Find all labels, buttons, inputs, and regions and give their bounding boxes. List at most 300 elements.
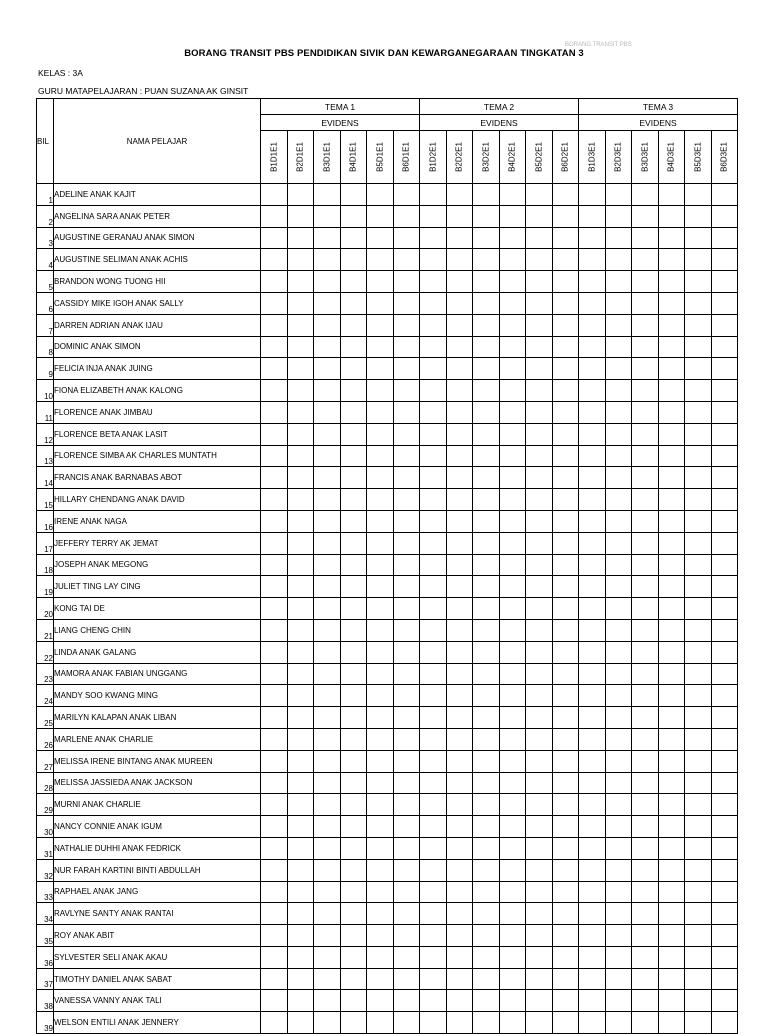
evidence-score-cell[interactable] xyxy=(605,728,632,750)
evidence-score-cell[interactable] xyxy=(711,968,738,990)
evidence-score-cell[interactable] xyxy=(685,358,712,380)
evidence-score-cell[interactable] xyxy=(340,925,367,947)
evidence-score-cell[interactable] xyxy=(499,990,526,1012)
evidence-score-cell[interactable] xyxy=(446,946,473,968)
evidence-score-cell[interactable] xyxy=(579,314,606,336)
evidence-score-cell[interactable] xyxy=(340,946,367,968)
evidence-score-cell[interactable] xyxy=(499,881,526,903)
evidence-score-cell[interactable] xyxy=(526,990,553,1012)
evidence-score-cell[interactable] xyxy=(605,336,632,358)
evidence-score-cell[interactable] xyxy=(632,292,659,314)
evidence-score-cell[interactable] xyxy=(526,903,553,925)
evidence-score-cell[interactable] xyxy=(526,249,553,271)
evidence-score-cell[interactable] xyxy=(446,184,473,206)
evidence-score-cell[interactable] xyxy=(287,576,314,598)
evidence-score-cell[interactable] xyxy=(605,816,632,838)
evidence-score-cell[interactable] xyxy=(340,881,367,903)
evidence-score-cell[interactable] xyxy=(287,532,314,554)
evidence-score-cell[interactable] xyxy=(711,1012,738,1034)
evidence-score-cell[interactable] xyxy=(393,685,420,707)
evidence-score-cell[interactable] xyxy=(287,423,314,445)
evidence-score-cell[interactable] xyxy=(658,423,685,445)
evidence-score-cell[interactable] xyxy=(287,816,314,838)
evidence-score-cell[interactable] xyxy=(261,750,288,772)
evidence-score-cell[interactable] xyxy=(499,859,526,881)
evidence-score-cell[interactable] xyxy=(685,925,712,947)
evidence-score-cell[interactable] xyxy=(605,292,632,314)
evidence-score-cell[interactable] xyxy=(393,990,420,1012)
evidence-score-cell[interactable] xyxy=(605,750,632,772)
evidence-score-cell[interactable] xyxy=(605,598,632,620)
evidence-score-cell[interactable] xyxy=(393,401,420,423)
evidence-score-cell[interactable] xyxy=(632,205,659,227)
evidence-score-cell[interactable] xyxy=(605,925,632,947)
evidence-score-cell[interactable] xyxy=(685,728,712,750)
evidence-score-cell[interactable] xyxy=(552,990,579,1012)
evidence-score-cell[interactable] xyxy=(632,358,659,380)
evidence-score-cell[interactable] xyxy=(420,881,447,903)
evidence-score-cell[interactable] xyxy=(632,772,659,794)
evidence-score-cell[interactable] xyxy=(473,837,500,859)
evidence-score-cell[interactable] xyxy=(711,358,738,380)
evidence-score-cell[interactable] xyxy=(658,990,685,1012)
evidence-score-cell[interactable] xyxy=(473,685,500,707)
evidence-score-cell[interactable] xyxy=(605,467,632,489)
evidence-score-cell[interactable] xyxy=(526,685,553,707)
evidence-score-cell[interactable] xyxy=(526,227,553,249)
evidence-score-cell[interactable] xyxy=(261,271,288,293)
evidence-score-cell[interactable] xyxy=(287,837,314,859)
evidence-score-cell[interactable] xyxy=(340,903,367,925)
evidence-score-cell[interactable] xyxy=(711,990,738,1012)
evidence-score-cell[interactable] xyxy=(579,292,606,314)
evidence-score-cell[interactable] xyxy=(340,837,367,859)
evidence-score-cell[interactable] xyxy=(261,314,288,336)
evidence-score-cell[interactable] xyxy=(314,685,341,707)
evidence-score-cell[interactable] xyxy=(711,837,738,859)
evidence-score-cell[interactable] xyxy=(473,663,500,685)
evidence-score-cell[interactable] xyxy=(367,728,394,750)
evidence-score-cell[interactable] xyxy=(579,881,606,903)
evidence-score-cell[interactable] xyxy=(473,925,500,947)
evidence-score-cell[interactable] xyxy=(393,489,420,511)
evidence-score-cell[interactable] xyxy=(340,576,367,598)
evidence-score-cell[interactable] xyxy=(552,707,579,729)
evidence-score-cell[interactable] xyxy=(711,576,738,598)
evidence-score-cell[interactable] xyxy=(632,423,659,445)
evidence-score-cell[interactable] xyxy=(287,358,314,380)
evidence-score-cell[interactable] xyxy=(499,968,526,990)
evidence-score-cell[interactable] xyxy=(393,925,420,947)
evidence-score-cell[interactable] xyxy=(261,249,288,271)
evidence-score-cell[interactable] xyxy=(499,227,526,249)
evidence-score-cell[interactable] xyxy=(261,445,288,467)
evidence-score-cell[interactable] xyxy=(499,707,526,729)
evidence-score-cell[interactable] xyxy=(526,314,553,336)
evidence-score-cell[interactable] xyxy=(658,794,685,816)
evidence-score-cell[interactable] xyxy=(287,314,314,336)
evidence-score-cell[interactable] xyxy=(632,619,659,641)
evidence-score-cell[interactable] xyxy=(287,336,314,358)
evidence-score-cell[interactable] xyxy=(658,271,685,293)
evidence-score-cell[interactable] xyxy=(314,336,341,358)
evidence-score-cell[interactable] xyxy=(340,816,367,838)
evidence-score-cell[interactable] xyxy=(261,227,288,249)
evidence-score-cell[interactable] xyxy=(287,554,314,576)
evidence-score-cell[interactable] xyxy=(579,184,606,206)
evidence-score-cell[interactable] xyxy=(658,249,685,271)
evidence-score-cell[interactable] xyxy=(605,380,632,402)
evidence-score-cell[interactable] xyxy=(393,968,420,990)
evidence-score-cell[interactable] xyxy=(526,750,553,772)
evidence-score-cell[interactable] xyxy=(711,554,738,576)
evidence-score-cell[interactable] xyxy=(526,946,553,968)
evidence-score-cell[interactable] xyxy=(579,1012,606,1034)
evidence-score-cell[interactable] xyxy=(340,292,367,314)
evidence-score-cell[interactable] xyxy=(552,314,579,336)
evidence-score-cell[interactable] xyxy=(446,380,473,402)
evidence-score-cell[interactable] xyxy=(393,1012,420,1034)
evidence-score-cell[interactable] xyxy=(685,292,712,314)
evidence-score-cell[interactable] xyxy=(367,314,394,336)
evidence-score-cell[interactable] xyxy=(446,881,473,903)
evidence-score-cell[interactable] xyxy=(367,401,394,423)
evidence-score-cell[interactable] xyxy=(658,816,685,838)
evidence-score-cell[interactable] xyxy=(393,380,420,402)
evidence-score-cell[interactable] xyxy=(340,728,367,750)
evidence-score-cell[interactable] xyxy=(340,358,367,380)
evidence-score-cell[interactable] xyxy=(579,968,606,990)
evidence-score-cell[interactable] xyxy=(499,663,526,685)
evidence-score-cell[interactable] xyxy=(367,423,394,445)
evidence-score-cell[interactable] xyxy=(287,227,314,249)
evidence-score-cell[interactable] xyxy=(314,467,341,489)
evidence-score-cell[interactable] xyxy=(393,292,420,314)
evidence-score-cell[interactable] xyxy=(632,641,659,663)
evidence-score-cell[interactable] xyxy=(658,445,685,467)
evidence-score-cell[interactable] xyxy=(287,772,314,794)
evidence-score-cell[interactable] xyxy=(314,925,341,947)
evidence-score-cell[interactable] xyxy=(526,881,553,903)
evidence-score-cell[interactable] xyxy=(340,663,367,685)
evidence-score-cell[interactable] xyxy=(261,925,288,947)
evidence-score-cell[interactable] xyxy=(605,881,632,903)
evidence-score-cell[interactable] xyxy=(446,641,473,663)
evidence-score-cell[interactable] xyxy=(685,423,712,445)
evidence-score-cell[interactable] xyxy=(314,205,341,227)
evidence-score-cell[interactable] xyxy=(393,772,420,794)
evidence-score-cell[interactable] xyxy=(579,205,606,227)
evidence-score-cell[interactable] xyxy=(393,794,420,816)
evidence-score-cell[interactable] xyxy=(552,685,579,707)
evidence-score-cell[interactable] xyxy=(420,772,447,794)
evidence-score-cell[interactable] xyxy=(579,401,606,423)
evidence-score-cell[interactable] xyxy=(526,859,553,881)
evidence-score-cell[interactable] xyxy=(393,314,420,336)
evidence-score-cell[interactable] xyxy=(261,946,288,968)
evidence-score-cell[interactable] xyxy=(552,772,579,794)
evidence-score-cell[interactable] xyxy=(685,707,712,729)
evidence-score-cell[interactable] xyxy=(552,510,579,532)
evidence-score-cell[interactable] xyxy=(711,925,738,947)
evidence-score-cell[interactable] xyxy=(658,859,685,881)
evidence-score-cell[interactable] xyxy=(579,227,606,249)
evidence-score-cell[interactable] xyxy=(658,292,685,314)
evidence-score-cell[interactable] xyxy=(579,707,606,729)
evidence-score-cell[interactable] xyxy=(499,358,526,380)
evidence-score-cell[interactable] xyxy=(287,445,314,467)
evidence-score-cell[interactable] xyxy=(287,619,314,641)
evidence-score-cell[interactable] xyxy=(552,227,579,249)
evidence-score-cell[interactable] xyxy=(420,380,447,402)
evidence-score-cell[interactable] xyxy=(393,271,420,293)
evidence-score-cell[interactable] xyxy=(420,925,447,947)
evidence-score-cell[interactable] xyxy=(446,314,473,336)
evidence-score-cell[interactable] xyxy=(473,271,500,293)
evidence-score-cell[interactable] xyxy=(658,663,685,685)
evidence-score-cell[interactable] xyxy=(658,685,685,707)
evidence-score-cell[interactable] xyxy=(340,532,367,554)
evidence-score-cell[interactable] xyxy=(579,380,606,402)
evidence-score-cell[interactable] xyxy=(473,946,500,968)
evidence-score-cell[interactable] xyxy=(261,1012,288,1034)
evidence-score-cell[interactable] xyxy=(261,772,288,794)
evidence-score-cell[interactable] xyxy=(287,707,314,729)
evidence-score-cell[interactable] xyxy=(420,576,447,598)
evidence-score-cell[interactable] xyxy=(261,990,288,1012)
evidence-score-cell[interactable] xyxy=(658,1012,685,1034)
evidence-score-cell[interactable] xyxy=(632,750,659,772)
evidence-score-cell[interactable] xyxy=(393,467,420,489)
evidence-score-cell[interactable] xyxy=(605,968,632,990)
evidence-score-cell[interactable] xyxy=(605,685,632,707)
evidence-score-cell[interactable] xyxy=(261,859,288,881)
evidence-score-cell[interactable] xyxy=(340,598,367,620)
evidence-score-cell[interactable] xyxy=(605,314,632,336)
evidence-score-cell[interactable] xyxy=(632,227,659,249)
evidence-score-cell[interactable] xyxy=(499,292,526,314)
evidence-score-cell[interactable] xyxy=(314,641,341,663)
evidence-score-cell[interactable] xyxy=(420,968,447,990)
evidence-score-cell[interactable] xyxy=(658,401,685,423)
evidence-score-cell[interactable] xyxy=(526,401,553,423)
evidence-score-cell[interactable] xyxy=(605,903,632,925)
evidence-score-cell[interactable] xyxy=(685,750,712,772)
evidence-score-cell[interactable] xyxy=(658,554,685,576)
evidence-score-cell[interactable] xyxy=(340,184,367,206)
evidence-score-cell[interactable] xyxy=(499,380,526,402)
evidence-score-cell[interactable] xyxy=(499,510,526,532)
evidence-score-cell[interactable] xyxy=(367,750,394,772)
evidence-score-cell[interactable] xyxy=(658,750,685,772)
evidence-score-cell[interactable] xyxy=(393,881,420,903)
evidence-score-cell[interactable] xyxy=(552,859,579,881)
evidence-score-cell[interactable] xyxy=(658,881,685,903)
evidence-score-cell[interactable] xyxy=(685,641,712,663)
evidence-score-cell[interactable] xyxy=(658,336,685,358)
evidence-score-cell[interactable] xyxy=(367,837,394,859)
evidence-score-cell[interactable] xyxy=(685,249,712,271)
evidence-score-cell[interactable] xyxy=(579,445,606,467)
evidence-score-cell[interactable] xyxy=(605,707,632,729)
evidence-score-cell[interactable] xyxy=(446,423,473,445)
evidence-score-cell[interactable] xyxy=(579,249,606,271)
evidence-score-cell[interactable] xyxy=(314,423,341,445)
evidence-score-cell[interactable] xyxy=(605,358,632,380)
evidence-score-cell[interactable] xyxy=(473,445,500,467)
evidence-score-cell[interactable] xyxy=(446,576,473,598)
evidence-score-cell[interactable] xyxy=(685,663,712,685)
evidence-score-cell[interactable] xyxy=(552,816,579,838)
evidence-score-cell[interactable] xyxy=(393,554,420,576)
evidence-score-cell[interactable] xyxy=(367,619,394,641)
evidence-score-cell[interactable] xyxy=(658,184,685,206)
evidence-score-cell[interactable] xyxy=(393,423,420,445)
evidence-score-cell[interactable] xyxy=(685,1012,712,1034)
evidence-score-cell[interactable] xyxy=(552,881,579,903)
evidence-score-cell[interactable] xyxy=(261,467,288,489)
evidence-score-cell[interactable] xyxy=(314,445,341,467)
evidence-score-cell[interactable] xyxy=(473,423,500,445)
evidence-score-cell[interactable] xyxy=(579,358,606,380)
evidence-score-cell[interactable] xyxy=(552,184,579,206)
evidence-score-cell[interactable] xyxy=(420,598,447,620)
evidence-score-cell[interactable] xyxy=(526,336,553,358)
evidence-score-cell[interactable] xyxy=(658,598,685,620)
evidence-score-cell[interactable] xyxy=(314,881,341,903)
evidence-score-cell[interactable] xyxy=(420,510,447,532)
evidence-score-cell[interactable] xyxy=(393,532,420,554)
evidence-score-cell[interactable] xyxy=(473,314,500,336)
evidence-score-cell[interactable] xyxy=(340,445,367,467)
evidence-score-cell[interactable] xyxy=(605,641,632,663)
evidence-score-cell[interactable] xyxy=(499,794,526,816)
evidence-score-cell[interactable] xyxy=(420,859,447,881)
evidence-score-cell[interactable] xyxy=(287,859,314,881)
evidence-score-cell[interactable] xyxy=(685,336,712,358)
evidence-score-cell[interactable] xyxy=(632,816,659,838)
evidence-score-cell[interactable] xyxy=(420,249,447,271)
evidence-score-cell[interactable] xyxy=(579,271,606,293)
evidence-score-cell[interactable] xyxy=(632,554,659,576)
evidence-score-cell[interactable] xyxy=(552,576,579,598)
evidence-score-cell[interactable] xyxy=(552,532,579,554)
evidence-score-cell[interactable] xyxy=(658,728,685,750)
evidence-score-cell[interactable] xyxy=(526,380,553,402)
evidence-score-cell[interactable] xyxy=(685,401,712,423)
evidence-score-cell[interactable] xyxy=(393,205,420,227)
evidence-score-cell[interactable] xyxy=(685,489,712,511)
evidence-score-cell[interactable] xyxy=(685,532,712,554)
evidence-score-cell[interactable] xyxy=(526,837,553,859)
evidence-score-cell[interactable] xyxy=(526,794,553,816)
evidence-score-cell[interactable] xyxy=(658,576,685,598)
evidence-score-cell[interactable] xyxy=(526,619,553,641)
evidence-score-cell[interactable] xyxy=(552,946,579,968)
evidence-score-cell[interactable] xyxy=(420,423,447,445)
evidence-score-cell[interactable] xyxy=(314,859,341,881)
evidence-score-cell[interactable] xyxy=(552,205,579,227)
evidence-score-cell[interactable] xyxy=(367,184,394,206)
evidence-score-cell[interactable] xyxy=(658,619,685,641)
evidence-score-cell[interactable] xyxy=(579,837,606,859)
evidence-score-cell[interactable] xyxy=(314,619,341,641)
evidence-score-cell[interactable] xyxy=(499,728,526,750)
evidence-score-cell[interactable] xyxy=(499,554,526,576)
evidence-score-cell[interactable] xyxy=(711,314,738,336)
evidence-score-cell[interactable] xyxy=(287,903,314,925)
evidence-score-cell[interactable] xyxy=(685,184,712,206)
evidence-score-cell[interactable] xyxy=(632,271,659,293)
evidence-score-cell[interactable] xyxy=(499,249,526,271)
evidence-score-cell[interactable] xyxy=(367,554,394,576)
evidence-score-cell[interactable] xyxy=(314,401,341,423)
evidence-score-cell[interactable] xyxy=(393,358,420,380)
evidence-score-cell[interactable] xyxy=(552,837,579,859)
evidence-score-cell[interactable] xyxy=(685,467,712,489)
evidence-score-cell[interactable] xyxy=(473,184,500,206)
evidence-score-cell[interactable] xyxy=(340,619,367,641)
evidence-score-cell[interactable] xyxy=(446,532,473,554)
evidence-score-cell[interactable] xyxy=(499,467,526,489)
evidence-score-cell[interactable] xyxy=(711,663,738,685)
evidence-score-cell[interactable] xyxy=(685,794,712,816)
evidence-score-cell[interactable] xyxy=(526,816,553,838)
evidence-score-cell[interactable] xyxy=(287,380,314,402)
evidence-score-cell[interactable] xyxy=(658,925,685,947)
evidence-score-cell[interactable] xyxy=(446,467,473,489)
evidence-score-cell[interactable] xyxy=(261,205,288,227)
evidence-score-cell[interactable] xyxy=(499,772,526,794)
evidence-score-cell[interactable] xyxy=(314,271,341,293)
evidence-score-cell[interactable] xyxy=(446,271,473,293)
evidence-score-cell[interactable] xyxy=(446,990,473,1012)
evidence-score-cell[interactable] xyxy=(287,1012,314,1034)
evidence-score-cell[interactable] xyxy=(261,837,288,859)
evidence-score-cell[interactable] xyxy=(420,641,447,663)
evidence-score-cell[interactable] xyxy=(473,641,500,663)
evidence-score-cell[interactable] xyxy=(446,619,473,641)
evidence-score-cell[interactable] xyxy=(446,1012,473,1034)
evidence-score-cell[interactable] xyxy=(526,532,553,554)
evidence-score-cell[interactable] xyxy=(393,510,420,532)
evidence-score-cell[interactable] xyxy=(473,205,500,227)
evidence-score-cell[interactable] xyxy=(685,445,712,467)
evidence-score-cell[interactable] xyxy=(552,401,579,423)
evidence-score-cell[interactable] xyxy=(526,641,553,663)
evidence-score-cell[interactable] xyxy=(711,598,738,620)
evidence-score-cell[interactable] xyxy=(632,445,659,467)
evidence-score-cell[interactable] xyxy=(314,554,341,576)
evidence-score-cell[interactable] xyxy=(579,728,606,750)
evidence-score-cell[interactable] xyxy=(685,837,712,859)
evidence-score-cell[interactable] xyxy=(367,510,394,532)
evidence-score-cell[interactable] xyxy=(446,707,473,729)
evidence-score-cell[interactable] xyxy=(446,968,473,990)
evidence-score-cell[interactable] xyxy=(605,401,632,423)
evidence-score-cell[interactable] xyxy=(579,794,606,816)
evidence-score-cell[interactable] xyxy=(658,380,685,402)
evidence-score-cell[interactable] xyxy=(711,271,738,293)
evidence-score-cell[interactable] xyxy=(314,184,341,206)
evidence-score-cell[interactable] xyxy=(473,707,500,729)
evidence-score-cell[interactable] xyxy=(526,598,553,620)
evidence-score-cell[interactable] xyxy=(420,489,447,511)
evidence-score-cell[interactable] xyxy=(552,619,579,641)
evidence-score-cell[interactable] xyxy=(287,249,314,271)
evidence-score-cell[interactable] xyxy=(393,227,420,249)
evidence-score-cell[interactable] xyxy=(420,707,447,729)
